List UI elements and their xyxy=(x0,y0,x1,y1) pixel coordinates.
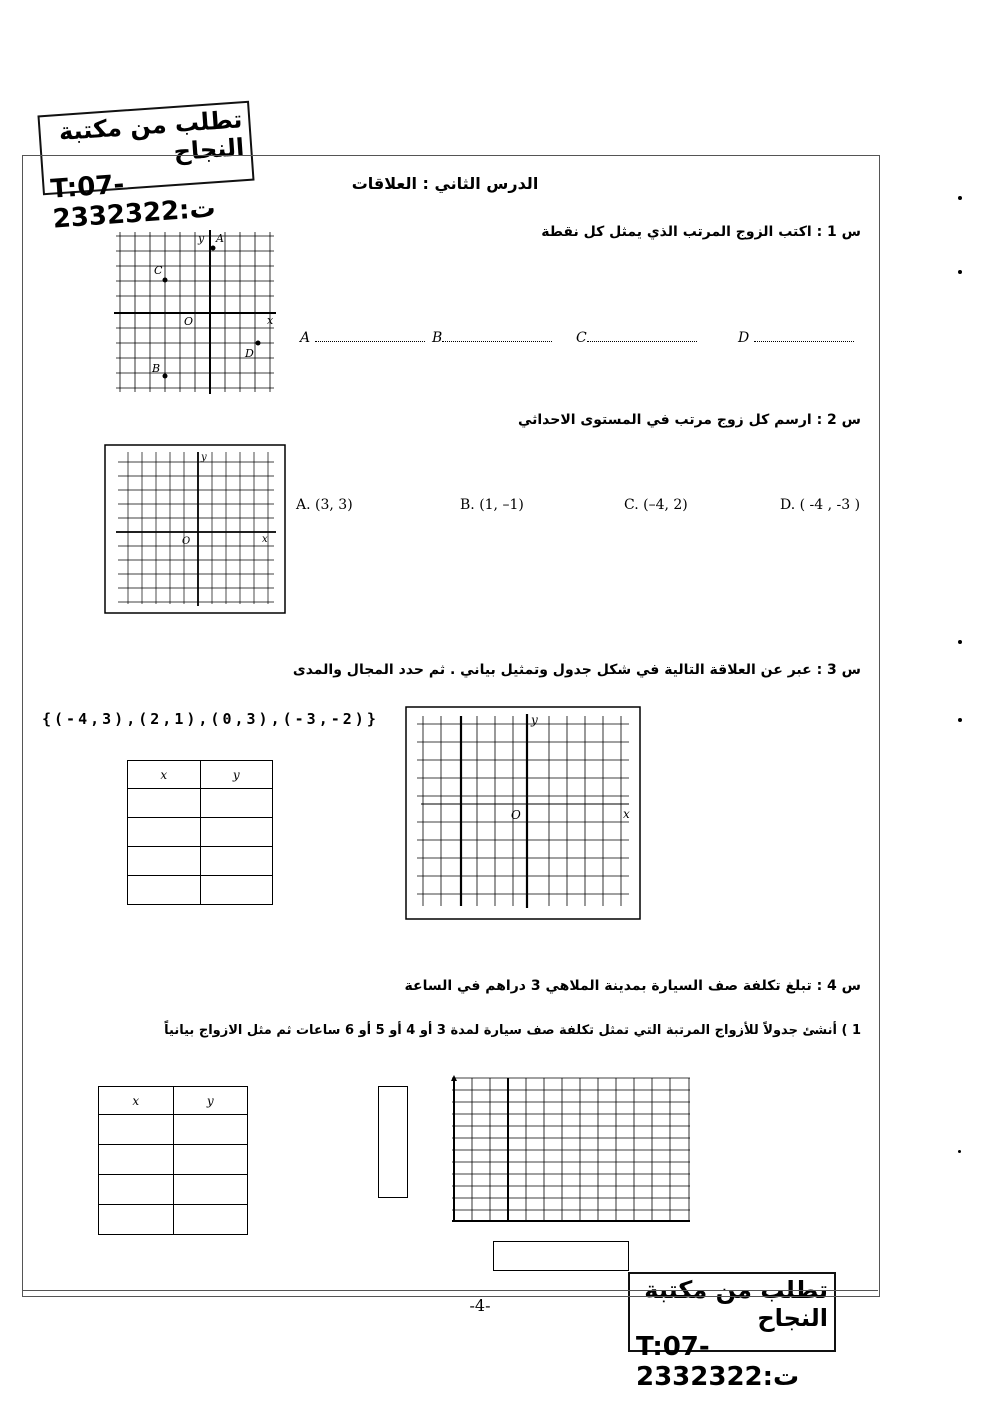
q4-text: س 4 : تبلغ تكلفة صف السيارة بمدينة الملاهي 3 دراهم في الساعة xyxy=(404,978,861,994)
q4-table[interactable] xyxy=(98,1086,248,1235)
q4-table-header-x: x xyxy=(99,1087,174,1115)
scan-dot xyxy=(958,718,962,722)
q3-table-header-x: x xyxy=(128,761,201,789)
q1-answer-a-line[interactable] xyxy=(315,341,425,342)
q1-answer-d-line[interactable] xyxy=(754,341,854,342)
table-cell[interactable] xyxy=(99,1175,174,1205)
table-cell[interactable] xyxy=(99,1145,174,1175)
q2-y-label: y xyxy=(201,452,207,463)
q1-a-label: A xyxy=(216,232,224,245)
q4-graph[interactable] xyxy=(444,1074,692,1224)
table-cell[interactable] xyxy=(128,818,201,847)
q3-o-label: O xyxy=(511,808,521,822)
scan-dot xyxy=(958,1150,961,1153)
q3-table-header-y: y xyxy=(200,761,273,789)
q3-relation: {(-4,3),(2,1),(0,3),(-3,-2)} xyxy=(42,710,379,728)
q1-b-label: B xyxy=(152,362,161,375)
table-cell[interactable] xyxy=(128,876,201,905)
q3-table[interactable] xyxy=(127,760,273,905)
q2-point-a: A. (3, 3) xyxy=(296,497,353,513)
table-cell[interactable] xyxy=(173,1205,248,1235)
q2-point-d: D. ( -4 , -3 ) xyxy=(780,497,861,513)
q3-x-label: x xyxy=(623,807,630,821)
q1-answer-a: A xyxy=(300,330,425,346)
q2-point-b: B. (1, –1) xyxy=(460,497,524,513)
table-cell[interactable] xyxy=(200,818,273,847)
q4-table-header-y: y xyxy=(173,1087,248,1115)
q1-answer-b-line[interactable] xyxy=(442,341,552,342)
q1-graph xyxy=(112,228,278,396)
stamp-line2: T:07-2332322:ت xyxy=(49,169,217,235)
table-cell[interactable] xyxy=(200,847,273,876)
stamp-line2: T:07-2332322:ت xyxy=(636,1332,800,1392)
table-cell[interactable] xyxy=(99,1115,174,1145)
q4-y-axis-label-box[interactable] xyxy=(378,1086,408,1198)
stamp-line1: تطلب من مكتبة النجاح xyxy=(644,1276,828,1332)
table-cell[interactable] xyxy=(173,1175,248,1205)
stamp-line1: تطلب من مكتبة النجاح xyxy=(57,105,246,167)
scan-dot xyxy=(958,196,962,200)
q1-answer-b: B xyxy=(432,330,552,346)
q2-text: س 2 : ارسم كل زوج مرتب في المستوى الاحداثي xyxy=(517,412,861,428)
q1-x-label: x xyxy=(267,314,274,327)
q2-graph[interactable] xyxy=(104,444,286,614)
q3-graph[interactable] xyxy=(405,706,641,920)
q1-d-label: D xyxy=(245,347,254,360)
lesson-title: الدرس الثاني : العلاقات xyxy=(351,174,539,193)
q4-x-axis-label-box[interactable] xyxy=(493,1241,629,1271)
q1-answer-c: C xyxy=(576,330,697,346)
q2-x-label: x xyxy=(262,534,268,545)
table-cell[interactable] xyxy=(173,1115,248,1145)
q2-o-label: O xyxy=(182,536,191,547)
q3-text: س 3 : عبر عن العلاقة التالية في شكل جدول وتمثيل بياني . ثم حدد المجال والمدى xyxy=(292,662,861,678)
q1-text: س 1 : اكتب الزوج المرتب الذي يمثل كل نقطة xyxy=(541,224,861,240)
q1-y-label: y xyxy=(198,232,205,245)
table-cell[interactable] xyxy=(99,1205,174,1235)
table-cell[interactable] xyxy=(200,876,273,905)
table-cell[interactable] xyxy=(128,847,201,876)
q1-c-label: C xyxy=(154,264,163,277)
q3-y-label: y xyxy=(531,713,538,727)
page-number: -4- xyxy=(469,1296,491,1315)
q1-answer-c-line[interactable] xyxy=(587,341,697,342)
q2-point-c: C. (–4, 2) xyxy=(624,497,688,513)
q4-sub1: 1 ) أنشئ جدولاً للأزواج المرتبة التي تمثل تكلفة صف سيارة لمدة 3 أو 4 أو 5 أو 6 ساعات ثم مثل الازواج بيانياً xyxy=(164,1023,861,1038)
table-cell[interactable] xyxy=(173,1145,248,1175)
scan-dot xyxy=(958,270,962,274)
q1-o-label: O xyxy=(184,315,194,328)
q1-answer-d: D xyxy=(738,330,854,346)
table-cell[interactable] xyxy=(128,789,201,818)
footer-rule xyxy=(22,1290,878,1291)
scan-dot xyxy=(958,640,962,644)
table-cell[interactable] xyxy=(200,789,273,818)
